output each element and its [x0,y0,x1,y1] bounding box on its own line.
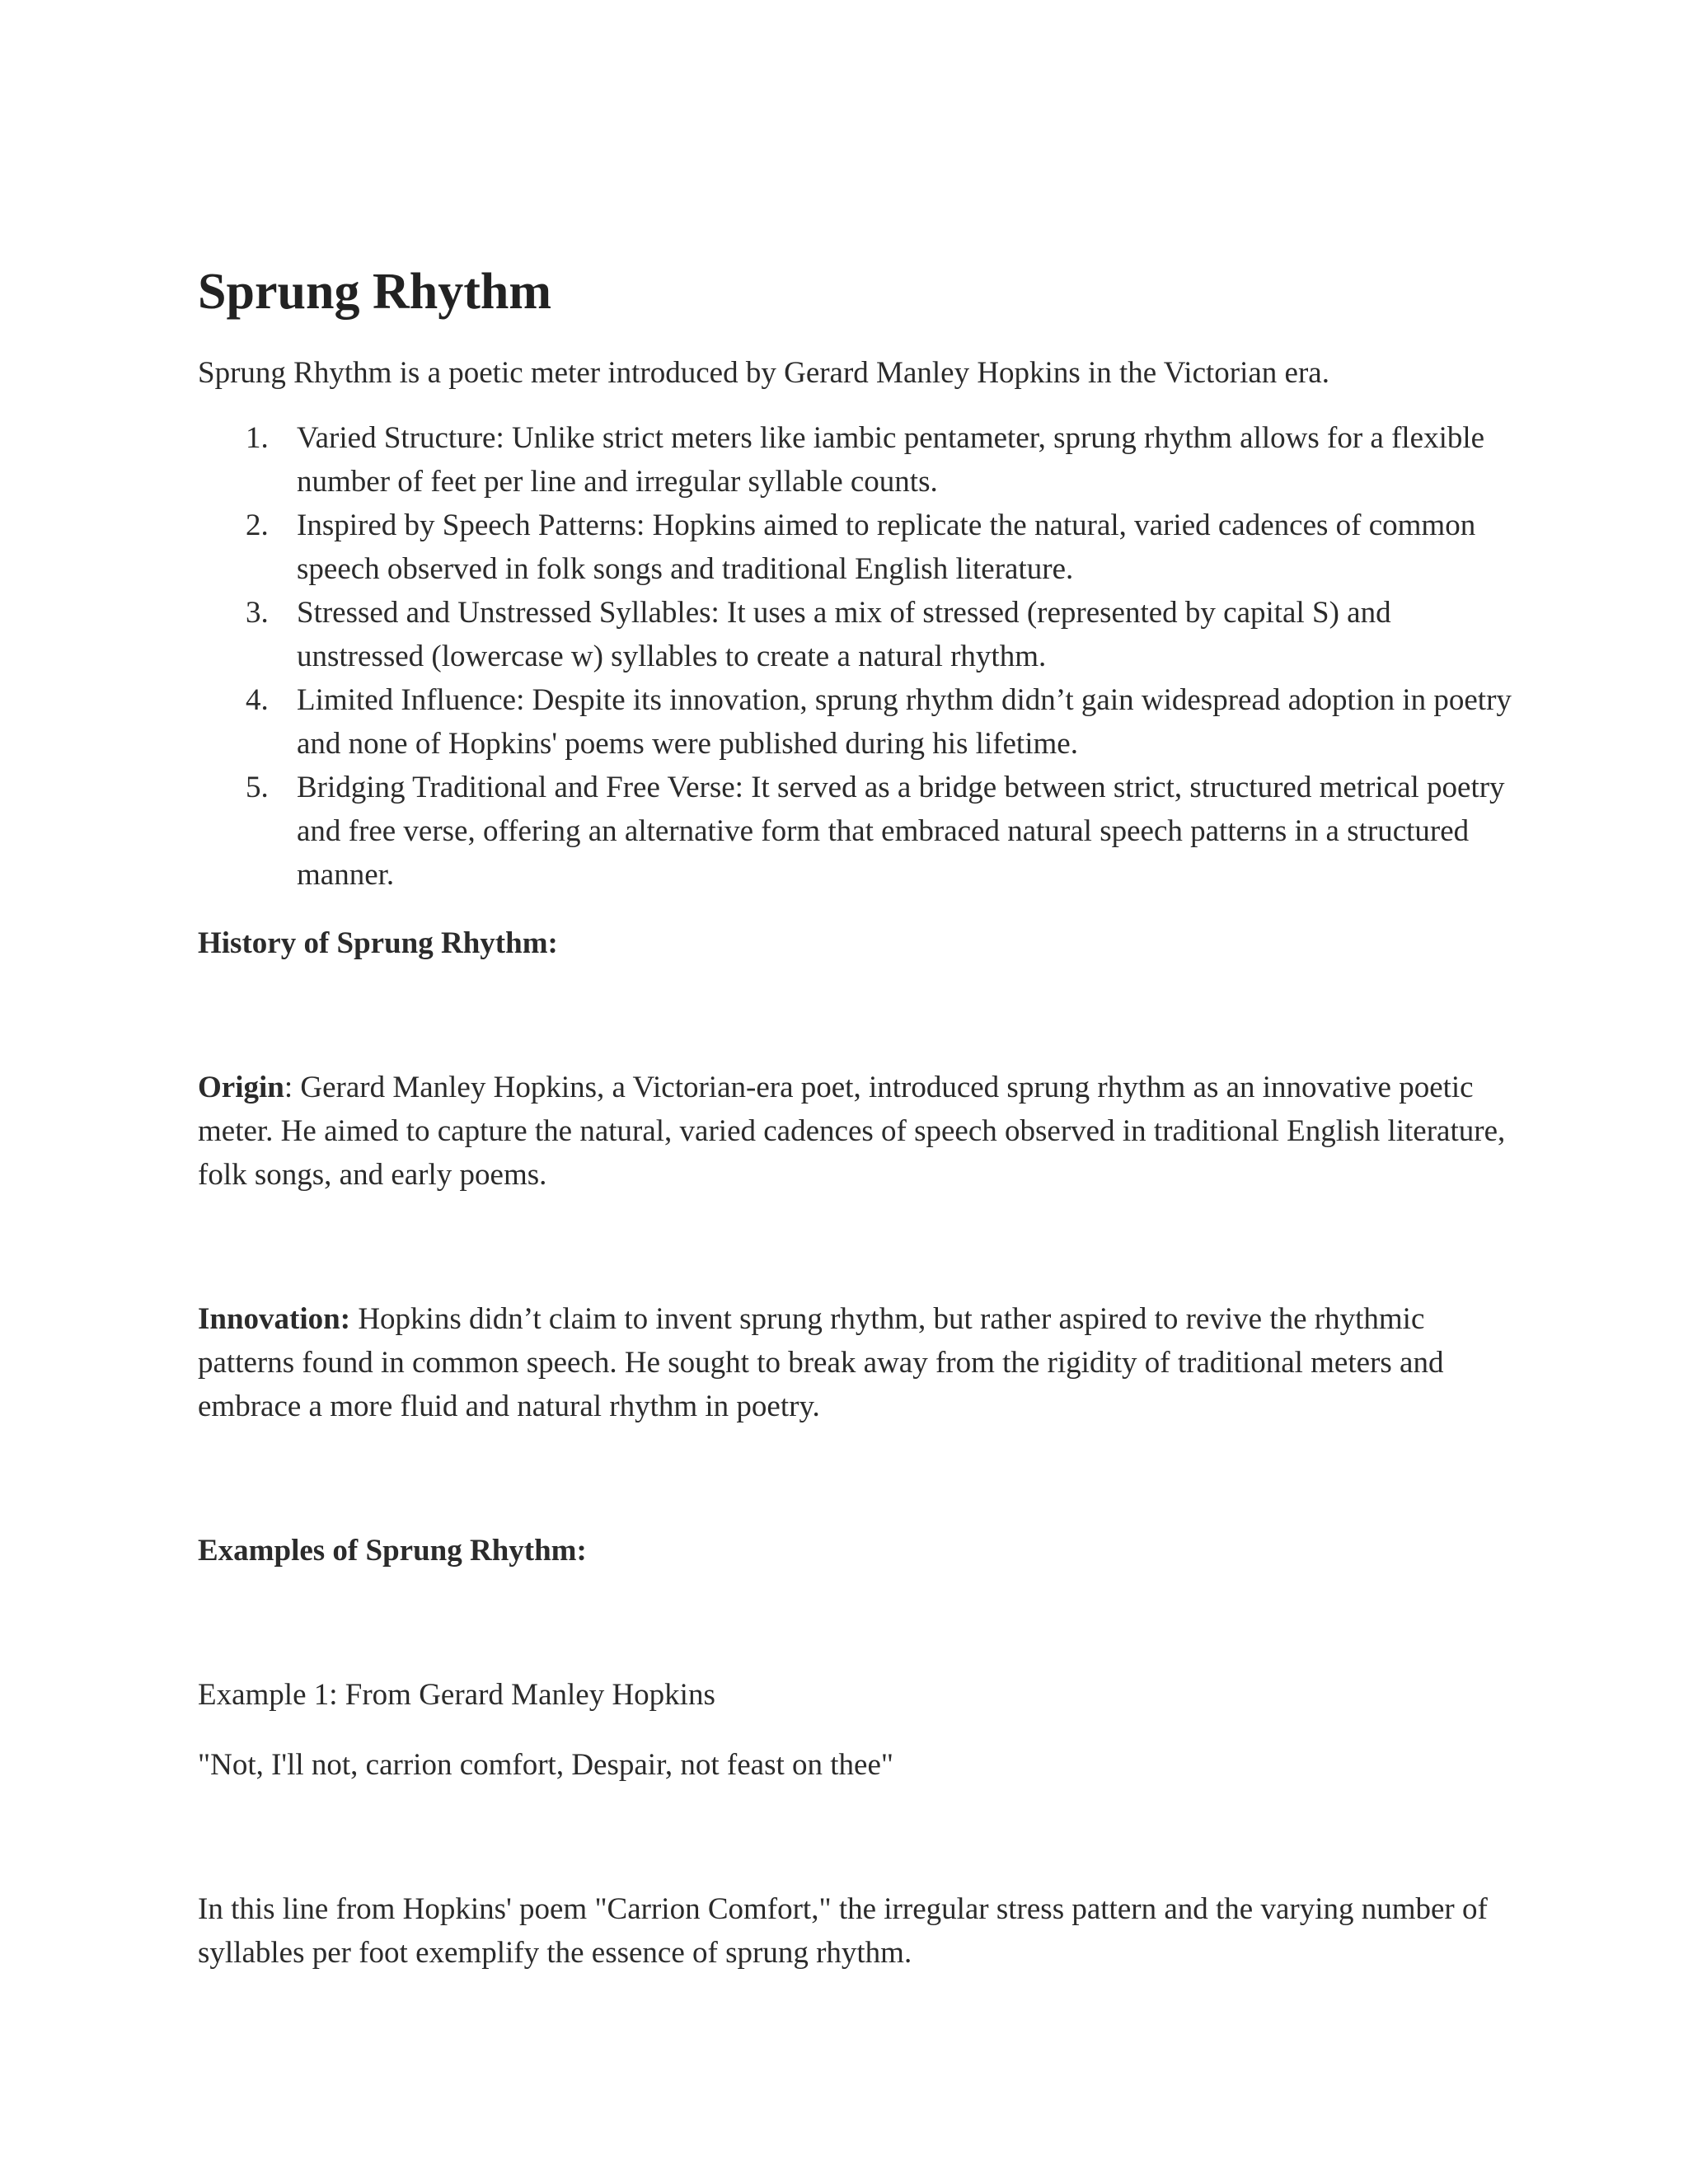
feature-list [198,416,1517,897]
list-item-text: Stressed and Unstressed Syllables: It uses a mix of stressed (represented by capital S) and unstressed (lowercase w) syllables to create a natural rhythm. [297,596,1391,674]
example-label: Example 1: From Gerard Manley Hopkins [198,1678,715,1713]
origin-text: : Gerard Manley Hopkins, a Victorian-era poet, introduced sprung rhythm as an innovative poetic meter. He aimed to capture the natural, varied cadences of speech observed in traditional English literature, folk songs, and early poems. [198,1071,1506,1193]
example-quote: "Not, I'll not, carrion comfort, Despair, not feast on thee" [198,1748,894,1783]
list-item [198,766,1517,897]
list-item-text: Inspired by Speech Patterns: Hopkins aimed to replicate the natural, varied cadences of common speech observed in folk songs and traditional English literature. [297,509,1476,587]
list-number: 2. [246,509,269,543]
spacer [198,965,1517,1066]
origin-paragraph [198,1066,1517,1197]
intro-paragraph: Sprung Rhythm is a poetic meter introduced by Gerard Manley Hopkins in the Victorian era. [198,356,1329,391]
list-number: 4. [246,683,269,718]
list-item-text: Varied Structure: Unlike strict meters like iambic pentameter, sprung rhythm allows for a flexible number of feet per line and irregular syllable counts. [297,421,1485,499]
document-page [198,264,1517,1975]
spacer [198,1572,1517,1673]
innovation-paragraph [198,1297,1517,1428]
examples-heading: Examples of Sprung Rhythm: [198,1534,587,1568]
history-heading: History of Sprung Rhythm: [198,926,558,961]
spacer [198,1717,1517,1743]
list-item [198,416,1517,504]
list-number: 3. [246,596,269,630]
list-item [198,591,1517,678]
list-number: 5. [246,771,269,805]
spacer [198,1787,1517,1887]
innovation-lead: Innovation: [198,1302,351,1337]
spacer [198,1197,1517,1297]
innovation-text: Hopkins didn’t claim to invent sprung rhythm, but rather aspired to revive the rhythmic patterns found in common speech. He sought to break away from the rigidity of traditional meters and embrace a more fluid and natural rhythm in poetry. [198,1302,1444,1424]
document-title: Sprung Rhythm [198,264,551,320]
list-item-text: Bridging Traditional and Free Verse: It served as a bridge between strict, structured metrical poetry and free verse, offering an alternative form that embraced natural speech patterns in a structured manner. [297,771,1505,893]
list-item [198,504,1517,591]
spacer [198,1428,1517,1529]
example-explanation: In this line from Hopkins' poem "Carrion Comfort," the irregular stress pattern and the varying number of syllables per foot exemplify the essence of sprung rhythm. [198,1892,1488,1971]
origin-lead: Origin [198,1071,284,1105]
list-item-text: Limited Influence: Despite its innovation, sprung rhythm didn’t gain widespread adoption in poetry and none of Hopkins' poems were published during his lifetime. [297,683,1512,762]
list-number: 1. [246,421,269,456]
list-item [198,678,1517,766]
